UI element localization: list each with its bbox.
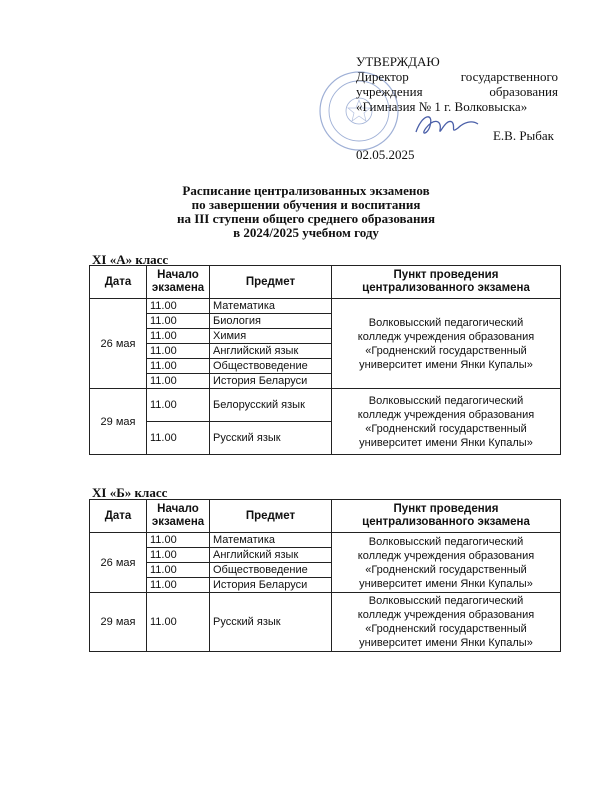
document-title <box>0 184 612 240</box>
exam-subject: Биология <box>210 314 332 329</box>
header-start: Начало экзамена <box>147 266 210 299</box>
exam-time: 11.00 <box>147 593 210 652</box>
table-row <box>90 389 561 422</box>
header-date: Дата <box>90 500 147 533</box>
table-row <box>90 533 561 548</box>
table-row <box>90 299 561 314</box>
exam-time: 11.00 <box>147 548 210 563</box>
class-b-label: XI «Б» класс <box>92 485 168 500</box>
exam-time: 11.00 <box>147 389 210 422</box>
exam-date: 29 мая <box>90 389 147 455</box>
header-date: Дата <box>90 266 147 299</box>
exam-time: 11.00 <box>147 374 210 389</box>
exam-time: 11.00 <box>147 329 210 344</box>
exam-subject: Английский язык <box>210 344 332 359</box>
exam-time: 11.00 <box>147 563 210 578</box>
exam-time: 11.00 <box>147 578 210 593</box>
exam-subject: Химия <box>210 329 332 344</box>
exam-time: 11.00 <box>147 422 210 455</box>
header-subject: Предмет <box>210 500 332 533</box>
exam-place: Волковысский педагогический колледж учреждения образования «Гродненский государственный университет имени Янки Купалы» <box>332 533 561 593</box>
table-header-row <box>90 266 561 299</box>
title-line-1: Расписание централизованных экзаменов <box>182 183 430 198</box>
exam-subject: Русский язык <box>210 593 332 652</box>
exam-time: 11.00 <box>147 314 210 329</box>
class-a-schedule-table <box>89 265 561 455</box>
exam-subject: Математика <box>210 299 332 314</box>
exam-date: 29 мая <box>90 593 147 652</box>
exam-subject: Русский язык <box>210 422 332 455</box>
exam-time: 11.00 <box>147 344 210 359</box>
header-place: Пункт проведения централизованного экзамена <box>332 266 561 299</box>
approval-date: 02.05.2025 <box>356 147 415 162</box>
exam-place: Волковысский педагогический колледж учреждения образования «Гродненский государственный университет имени Янки Купалы» <box>332 389 561 455</box>
exam-subject: Белорусский язык <box>210 389 332 422</box>
exam-place: Волковысский педагогический колледж учреждения образования «Гродненский государственный университет имени Янки Купалы» <box>332 593 561 652</box>
title-line-2: по завершении обучения и воспитания <box>191 197 421 212</box>
title-line-3: на III ступени общего среднего образования <box>176 211 436 226</box>
approval-line-2: учреждения образования <box>356 84 558 99</box>
exam-time: 11.00 <box>147 359 210 374</box>
approval-block <box>356 54 558 162</box>
exam-subject: Математика <box>210 533 332 548</box>
approval-line-1: Директор государственного <box>356 69 558 84</box>
class-a-label: XI «А» класс <box>92 252 169 267</box>
title-line-4: в 2024/2025 учебном году <box>233 225 379 240</box>
header-start: Начало экзамена <box>147 500 210 533</box>
table-header-row <box>90 500 561 533</box>
exam-subject: Обществоведение <box>210 563 332 578</box>
exam-subject: Английский язык <box>210 548 332 563</box>
approval-title: УТВЕРЖДАЮ <box>356 54 440 69</box>
exam-time: 11.00 <box>147 533 210 548</box>
approval-line-3: «Гимназия № 1 г. Волковыска» <box>356 99 528 114</box>
header-subject: Предмет <box>210 266 332 299</box>
table-row <box>90 593 561 652</box>
exam-date: 26 мая <box>90 299 147 389</box>
exam-subject: Обществоведение <box>210 359 332 374</box>
exam-place: Волковысский педагогический колледж учреждения образования «Гродненский государственный университет имени Янки Купалы» <box>332 299 561 389</box>
class-b-schedule-table <box>89 499 561 652</box>
exam-time: 11.00 <box>147 299 210 314</box>
exam-date: 26 мая <box>90 533 147 593</box>
exam-subject: История Беларуси <box>210 578 332 593</box>
header-place: Пункт проведения централизованного экзамена <box>332 500 561 533</box>
approval-name: Е.В. Рыбак <box>492 128 554 143</box>
exam-subject: История Беларуси <box>210 374 332 389</box>
